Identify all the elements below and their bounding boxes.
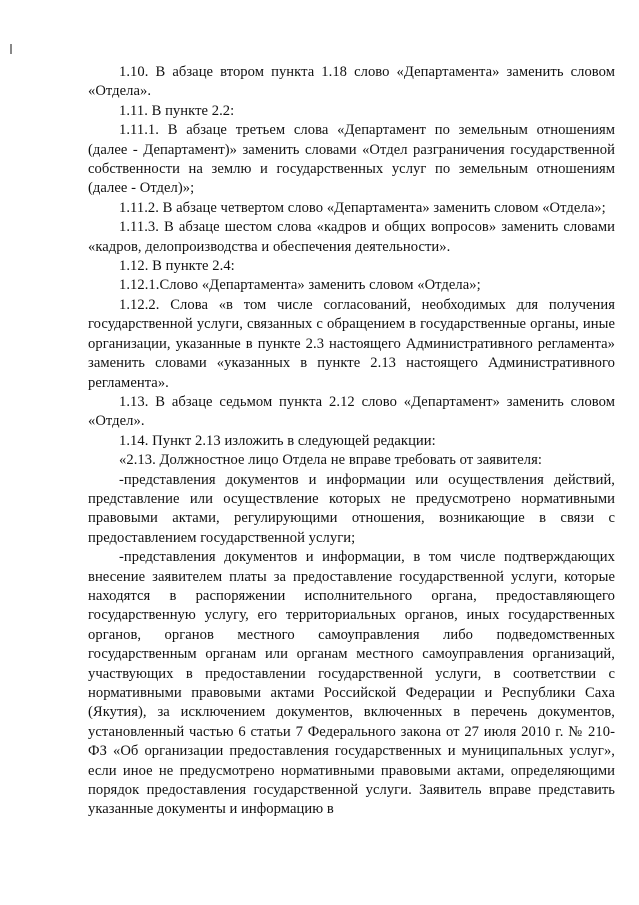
scan-edge-mark xyxy=(10,44,12,54)
paragraph-1-12-1: 1.12.1.Слово «Департамента» заменить словом «Отдела»; xyxy=(119,277,481,294)
document-body xyxy=(88,63,615,820)
paragraph-2-13-item-1: -представления документов и информации или осуществления действий, представление или осуществление которых не предусмотрено нормативными правовыми актами, регулирующими отношения, возникающие в связи с предоставлением государственной услуги; xyxy=(88,471,615,546)
paragraph-1-14: 1.14. Пункт 2.13 изложить в следующей редакции: xyxy=(119,432,436,449)
paragraph-2-13-item-2: -представления документов и информации, в том числе подтверждающих внесение заявителем платы за предоставление государственной услуги, которые находятся в распоряжении исполнительного органа, предоставляющего государственную услугу, его территориальных органов, иных государственных органов, органов местного самоуправления либо подведомственных государственным органам или органам местного самоуправления организаций, участвующих в предоставлении государственной услуги, в соответствии с нормативными правовыми актами Российской Федерации и Республики Саха (Якутия), за исключением документов, включенных в перечень документов, установленный частью 6 статьи 7 Федерального закона от 27 июля 2010 г. № 210-ФЗ «Об организации предоставления государственных и муниципальных услуг», если иное не предусмотрено нормативными правовыми актами, определяющими порядок предоставления государственной услуги. Заявитель вправе представить указанные документы и информацию в xyxy=(88,549,615,818)
paragraph-1-11-2: 1.11.2. В абзаце четвертом слово «Департамента» заменить словом «Отдела»; xyxy=(119,199,606,216)
paragraph-1-11: 1.11. В пункте 2.2: xyxy=(119,102,235,119)
paragraph-1-11-3: 1.11.3. В абзаце шестом слова «кадров и общих вопросов» заменить словами «кадров, делопроизводства и обеспечения деятельности». xyxy=(88,219,615,255)
paragraph-1-10: 1.10. В абзаце втором пункта 1.18 слово «Департамента» заменить словом «Отдела». xyxy=(88,64,615,100)
paragraph-1-12: 1.12. В пункте 2.4: xyxy=(119,258,235,275)
paragraph-2-13-intro: «2.13. Должностное лицо Отдела не вправе требовать от заявителя: xyxy=(119,452,542,469)
paragraph-1-12-2: 1.12.2. Слова «в том числе согласований, необходимых для получения государственной услуги, связанных с обращением в государственные органы, иные организации, указанные в пункте 2.3 настоящего Административного регламента» заменить словами «указанных в пункте 2.13 настоящего Административного регламента». xyxy=(88,296,615,391)
paragraph-1-11-1: 1.11.1. В абзаце третьем слова «Департамент по земельным отношениям (далее - Департамент)» заменить словами «Отдел разграничения государственной собственности на землю и государственных услуг по земельным отношениям (далее - Отдел)»; xyxy=(88,122,615,197)
paragraph-1-13: 1.13. В абзаце седьмом пункта 2.12 слово «Департамент» заменить словом «Отдел». xyxy=(88,393,615,430)
